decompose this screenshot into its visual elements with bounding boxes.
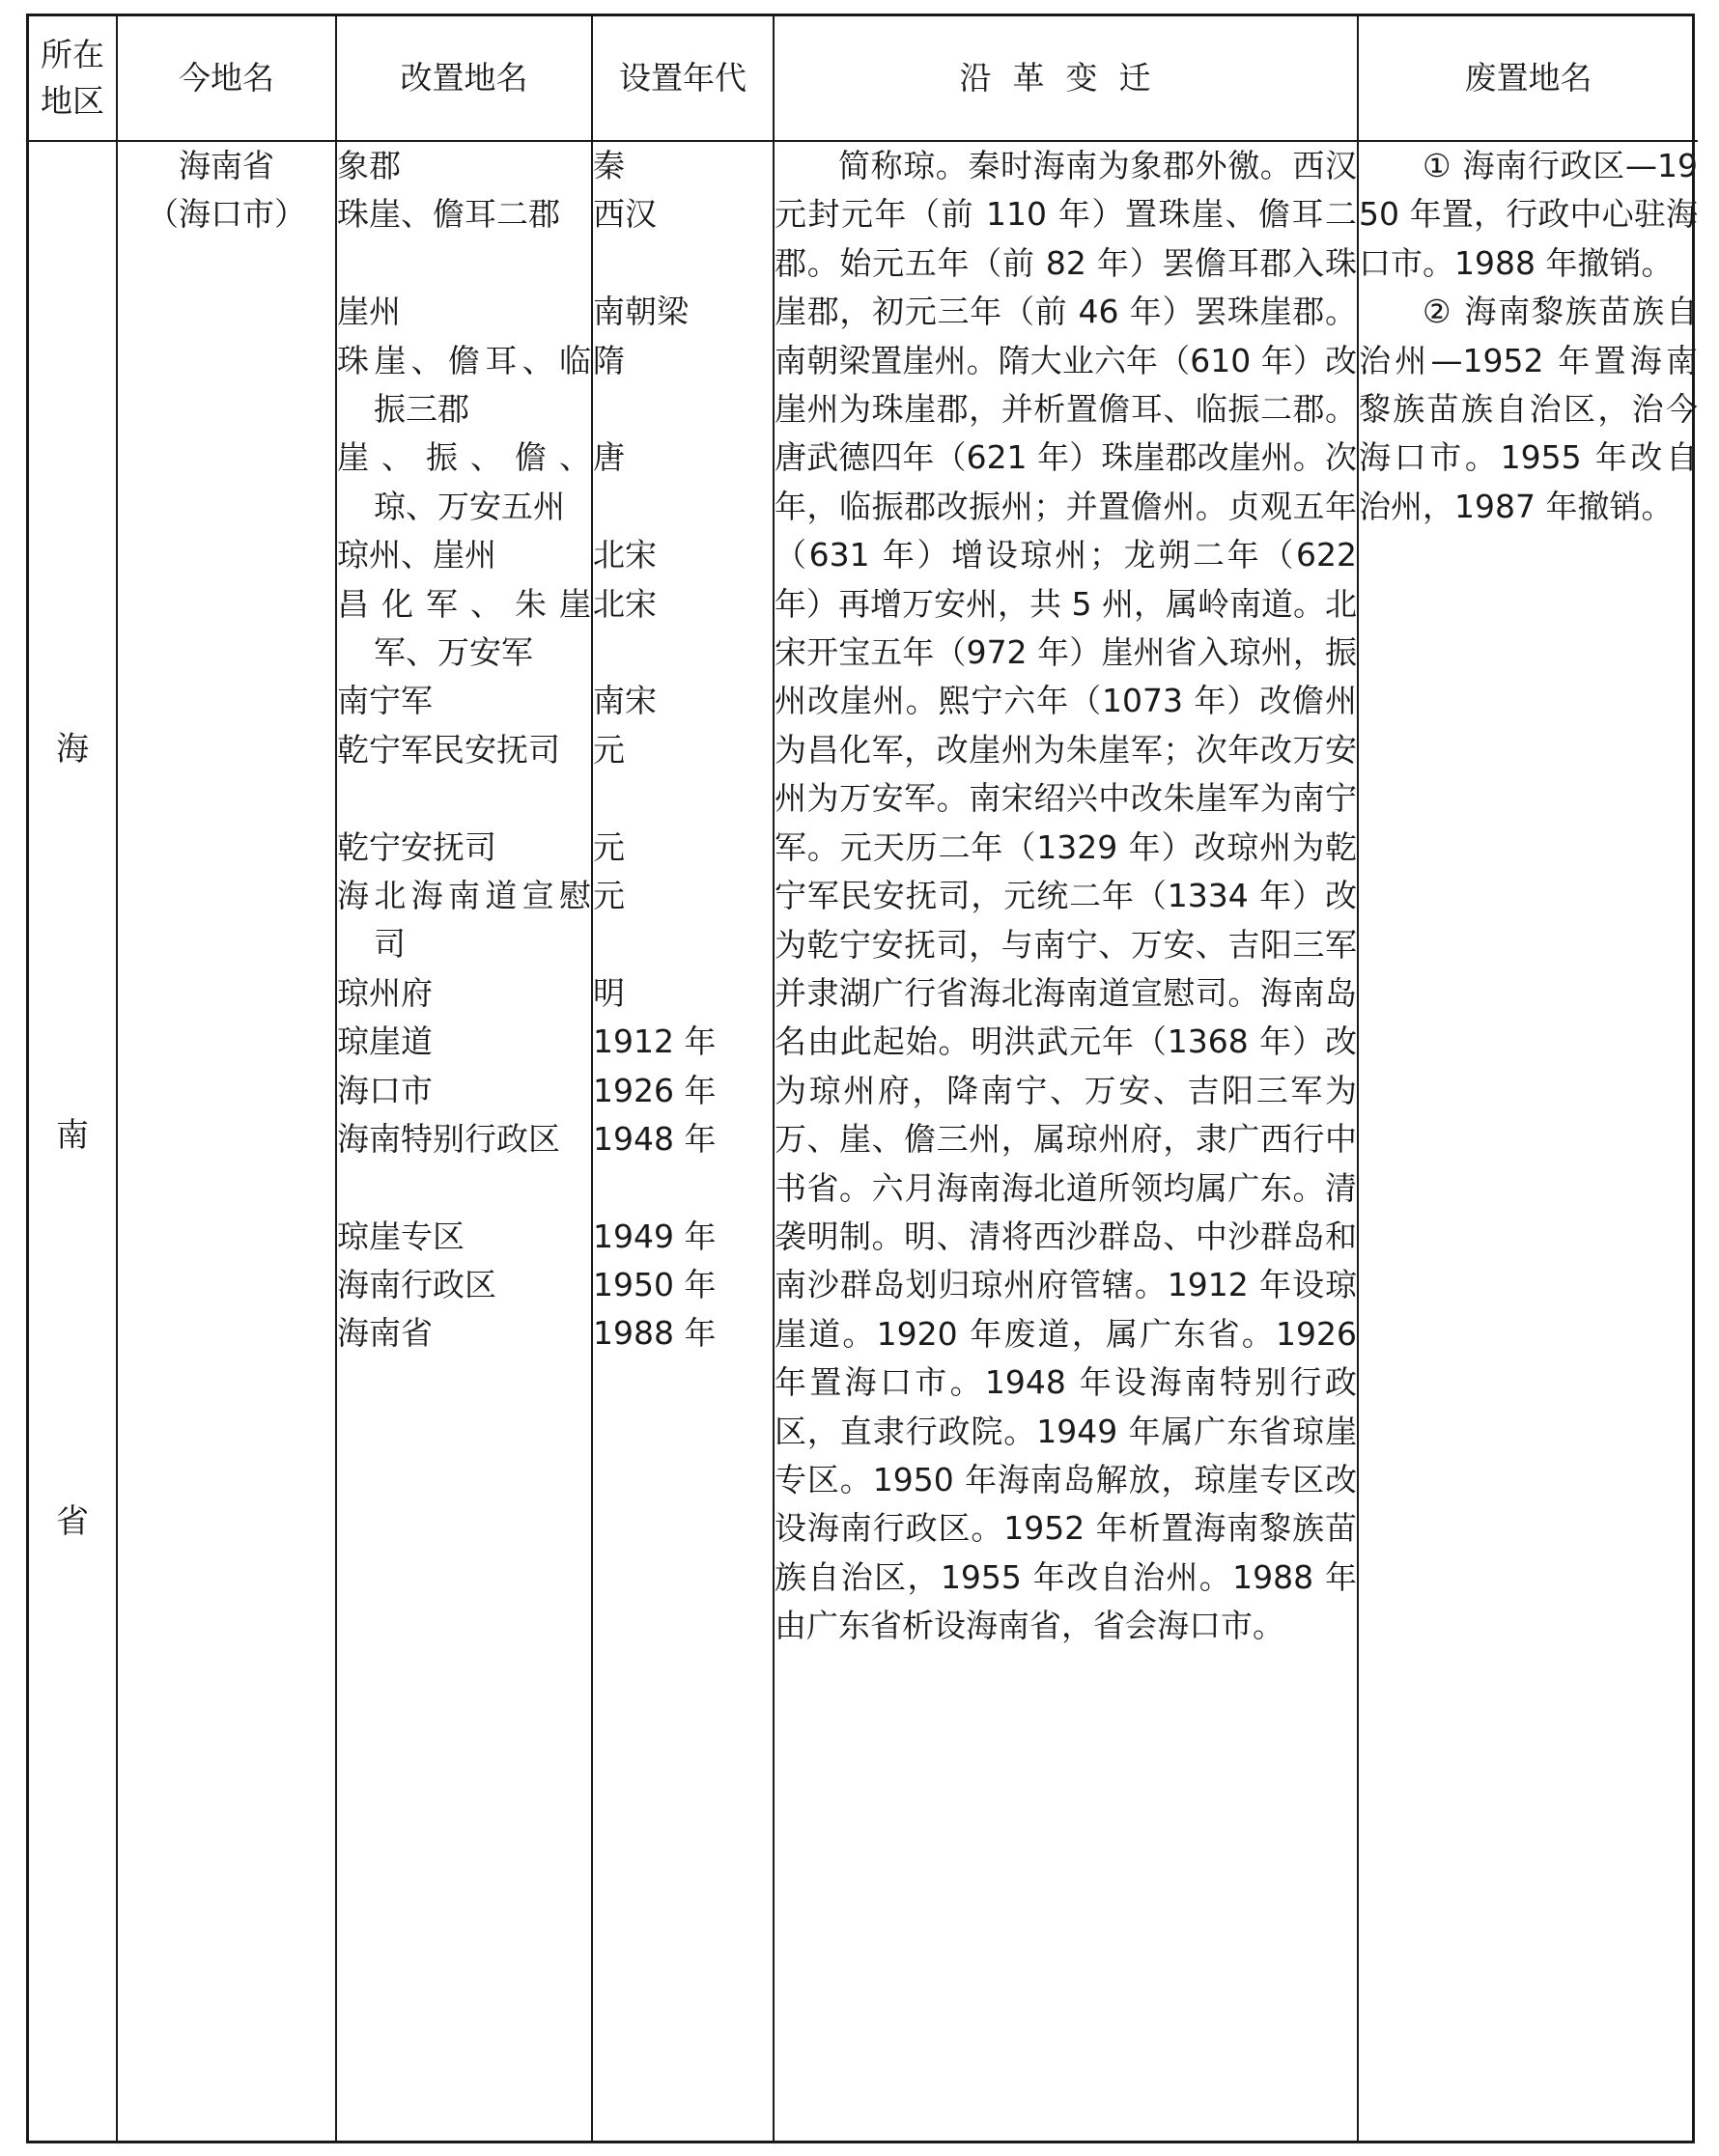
renamed-name: 海南特别行政区 <box>337 1119 560 1158</box>
renamed-name: 珠崖、儋耳、临振三郡 <box>337 341 591 428</box>
region-char: 海 <box>56 730 89 769</box>
renamed-name: 崖、振、儋、琼、万安五州 <box>337 438 591 525</box>
established-era: 唐 <box>593 438 625 477</box>
history-text: 简称琼。秦时海南为象郡外徼。西汉元封元年（前 110 年）置珠崖、儋耳二郡。始元五年（前 82 年）罢儋耳郡入珠崖郡，初元三年（前 46 年）罢珠崖郡。南朝梁置崖州。隋大业六年（610 年）改崖州为珠崖郡，并析置儋耳、临振二郡。唐武德四年（621 年）珠崖郡改崖州。次年，临振郡改振州；并置儋州。贞观五年（631 年）增设琼州；龙朔二年（622 年）再增万安州，共 5 州，属岭南道。北宋开宝五年（972 年）崖州省入琼州，振州改崖州。熙宁六年（1073 年）改儋州为昌化军，改崖州为朱崖军；次年改万安州为万安军。南宋绍兴中改朱崖军为南宁军。元天历二年（1329 年）改琼州为乾宁军民安抚司，元统二年（1334 年）改为乾宁安抚司，与南宁、万安、吉阳三军并隶湖广行省海北海南道宣慰司。海南岛名由此起始。明洪武元年（1368 年）改为琼州府，降南宁、万安、吉阳三军为万、崖、儋三州，属琼州府，隶广西行中书省。六月海南海北道所领均属广东。清袭明制。明、清将西沙群岛、中沙群岛和南沙群岛划归琼州府管辖。1912 年设琼崖道。1920 年废道，属广东省。1926 年置海口市。1948 年设海南特别行政区，直隶行政院。1949 年属广东省琼崖专区。1950 年海南岛解放，琼崖专区改设海南行政区。1952 年析置海南黎族苗族自治区，1955 年改自治州。1988 年由广东省析设海南省，省会海口市。 <box>775 147 1357 1645</box>
renamed-names-cell <box>336 141 592 2141</box>
region-cell <box>29 141 117 2141</box>
renamed-name: 乾宁军民安抚司 <box>337 730 560 769</box>
renamed-name: 琼州府 <box>337 973 433 1012</box>
established-era: 北宋 <box>593 584 657 623</box>
renamed-name: 崖州 <box>337 293 401 331</box>
header-renamed: 改置地名 <box>336 16 592 141</box>
established-era: 1948 年 <box>593 1119 717 1158</box>
established-eras-cell <box>592 141 774 2141</box>
established-era: 元 <box>593 876 625 914</box>
abolished-entry: ① 海南行政区—1950 年置，行政中心驻海口市。1988 年撤销。 <box>1359 147 1698 282</box>
established-era: 元 <box>593 730 625 769</box>
renamed-name: 象郡 <box>337 147 401 184</box>
established-era: 1988 年 <box>593 1314 717 1353</box>
header-abolished: 废置地名 <box>1358 16 1698 141</box>
current-name: 海南省 <box>179 147 274 184</box>
place-name-table <box>29 16 1698 2141</box>
established-era: 明 <box>593 973 625 1012</box>
renamed-name: 海南省 <box>337 1314 433 1353</box>
renamed-name: 琼州、崖州 <box>337 536 496 574</box>
established-era: 北宋 <box>593 536 657 574</box>
renamed-name: 昌化军、朱崖军、万安军 <box>337 584 591 671</box>
established-era: 元 <box>593 827 625 866</box>
current-name-cell <box>117 141 336 2141</box>
established-era: 隋 <box>593 341 625 379</box>
region-char: 南 <box>56 1116 89 1155</box>
renamed-name: 海北海南道宣慰司 <box>337 876 591 964</box>
current-name-seat: （海口市） <box>147 195 306 233</box>
header-region: 所在地区 <box>29 16 117 141</box>
history-cell <box>774 141 1358 2141</box>
table-row <box>29 141 1698 2141</box>
renamed-name: 南宁军 <box>337 682 433 720</box>
abolished-entry: ② 海南黎族苗族自治州—1952 年置海南黎族苗族自治区，治今海口市。1955 年改自治州，1987 年撤销。 <box>1359 293 1698 525</box>
header-established: 设置年代 <box>592 16 774 141</box>
document-page <box>26 14 1698 2143</box>
renamed-name: 海南行政区 <box>337 1266 496 1304</box>
renamed-name: 珠崖、儋耳二郡 <box>337 195 560 234</box>
established-era: 西汉 <box>593 195 657 234</box>
established-era: 1926 年 <box>593 1071 717 1109</box>
established-era: 南朝梁 <box>593 293 689 331</box>
established-era: 1950 年 <box>593 1266 717 1304</box>
header-current-name: 今地名 <box>117 16 336 141</box>
renamed-name: 乾宁安抚司 <box>337 827 496 866</box>
renamed-name: 海口市 <box>337 1071 433 1109</box>
established-era: 秦 <box>593 147 625 184</box>
established-era: 1949 年 <box>593 1217 717 1255</box>
renamed-name: 琼崖道 <box>337 1022 433 1061</box>
abolished-cell <box>1358 141 1698 2141</box>
established-era: 南宋 <box>593 682 657 720</box>
renamed-name: 琼崖专区 <box>337 1217 465 1255</box>
established-era: 1912 年 <box>593 1022 717 1061</box>
header-history: 沿革变迁 <box>774 16 1358 141</box>
header-row <box>29 16 1698 141</box>
region-char: 省 <box>56 1502 89 1541</box>
